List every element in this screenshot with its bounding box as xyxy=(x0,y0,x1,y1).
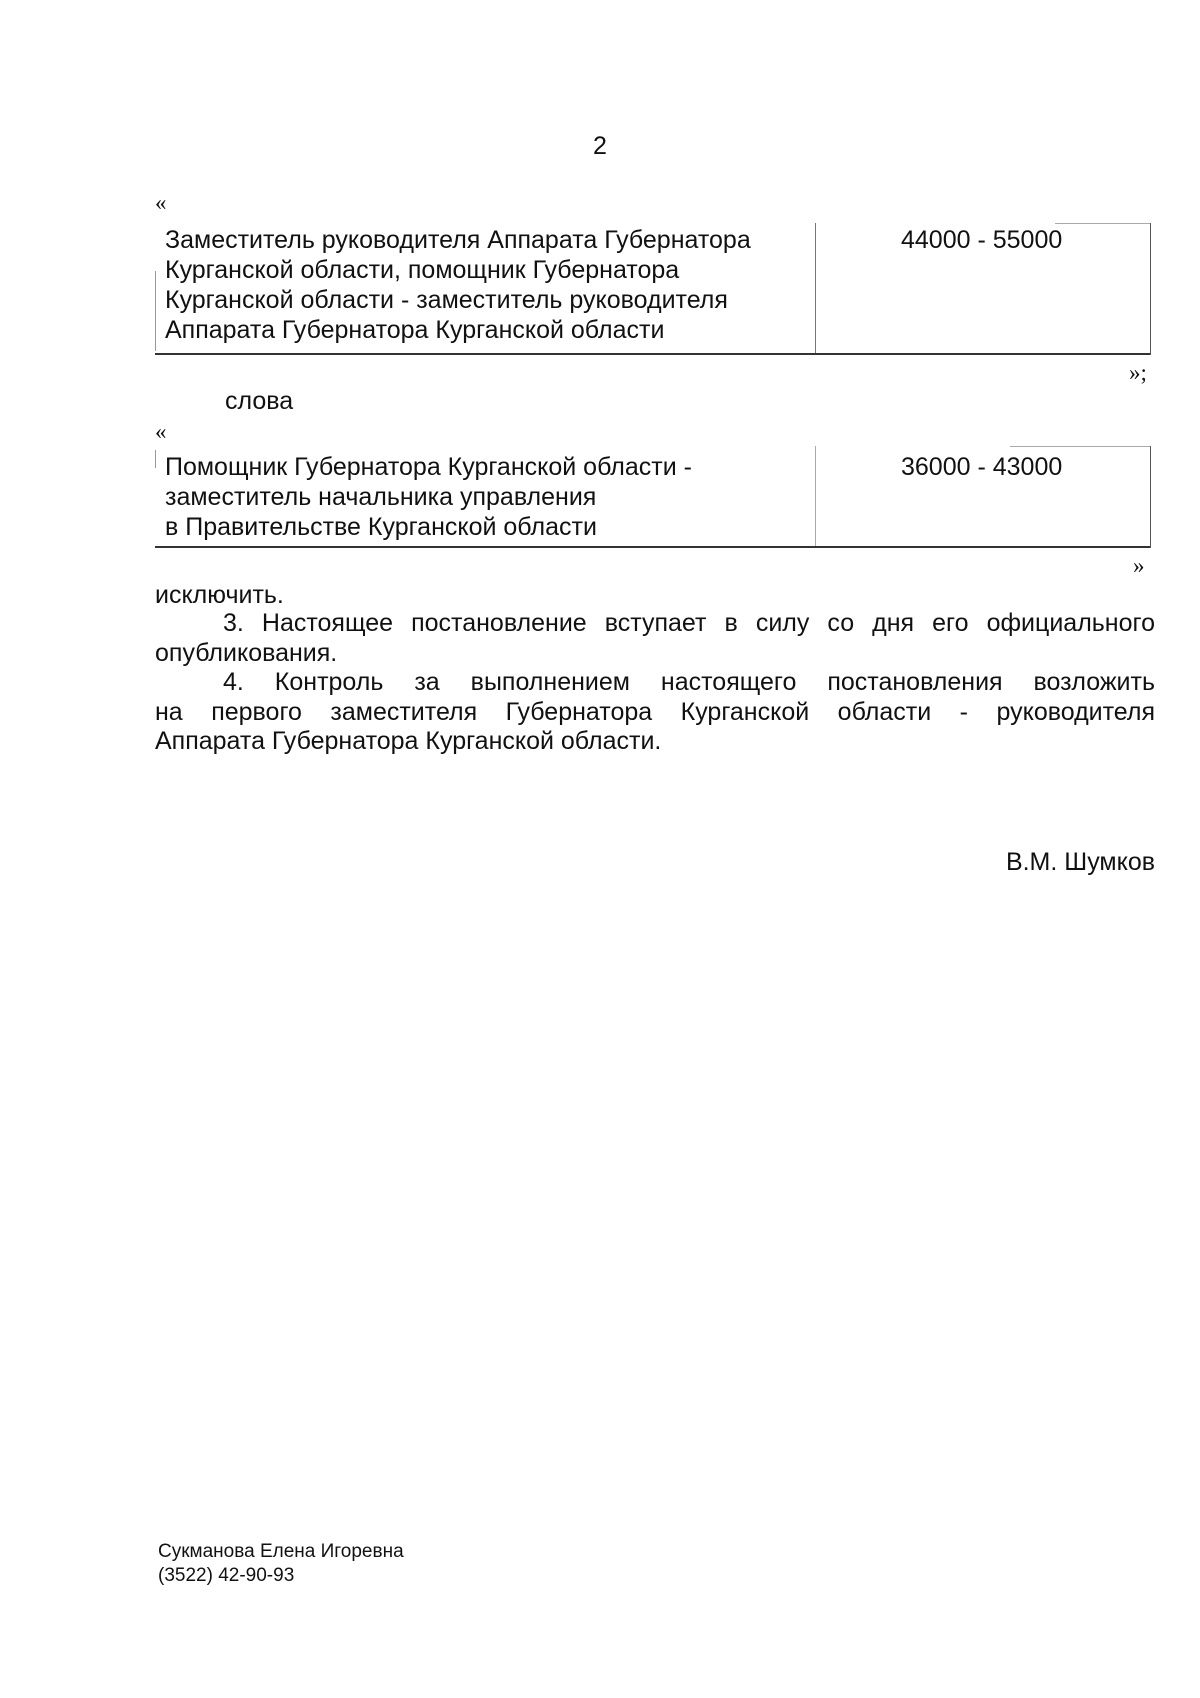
paragraph-line: Аппарата Губернатора Курганской области. xyxy=(155,727,662,755)
executor-phone: (3522) 42-90-93 xyxy=(158,1565,295,1586)
table-left-border xyxy=(155,271,156,351)
paragraph-3 xyxy=(155,609,1155,668)
word-slova: слова xyxy=(225,387,294,415)
salary-table-2 xyxy=(155,446,1150,548)
closing-quote: » xyxy=(1133,553,1145,578)
table-right-border xyxy=(1150,223,1151,355)
position-line: Помощник Губернатора Курганской области - xyxy=(165,453,692,481)
position-line: в Правительстве Курганской области xyxy=(165,513,597,541)
column-divider xyxy=(815,223,816,353)
salary-range-cell: 36000 - 43000 xyxy=(901,453,1063,481)
paragraph-4 xyxy=(155,668,1155,757)
position-title-cell xyxy=(165,452,805,542)
closing-quote: »; xyxy=(1129,360,1147,385)
paragraph-line: на первого заместителя Губернатора Курганской области - руководителя xyxy=(155,697,1155,726)
paragraph-line: опубликования. xyxy=(155,638,338,667)
signatory-name: В.М. Шумков xyxy=(1005,848,1155,876)
salary-range-cell: 44000 - 55000 xyxy=(901,226,1063,254)
text-isklyuchit: исключить. xyxy=(155,581,284,609)
position-line: Курганской области, помощник Губернатора xyxy=(165,256,680,284)
opening-quote: « xyxy=(155,190,167,215)
table-top-border xyxy=(1010,446,1150,447)
opening-quote: « xyxy=(155,419,167,444)
position-line: заместитель начальника управления xyxy=(165,483,597,511)
paragraph-line: 3. Настоящее постановление вступает в силу со дня его официального xyxy=(223,609,1155,637)
position-line: Заместитель руководителя Аппарата Губернатора xyxy=(165,226,751,254)
table-right-border xyxy=(1150,446,1151,548)
position-title-cell xyxy=(165,225,805,345)
page-number: 2 xyxy=(593,132,607,160)
table-left-border xyxy=(155,450,156,468)
table-top-border xyxy=(1055,223,1150,224)
executor-name: Сукманова Елена Игоревна xyxy=(158,1541,404,1562)
column-divider xyxy=(815,446,816,546)
paragraph-line: 4. Контроль за выполнением настоящего постановления возложить xyxy=(223,668,1155,696)
salary-table-1 xyxy=(155,223,1150,355)
position-line: Курганской области - заместитель руководителя xyxy=(165,286,728,314)
position-line: Аппарата Губернатора Курганской области xyxy=(165,316,665,344)
